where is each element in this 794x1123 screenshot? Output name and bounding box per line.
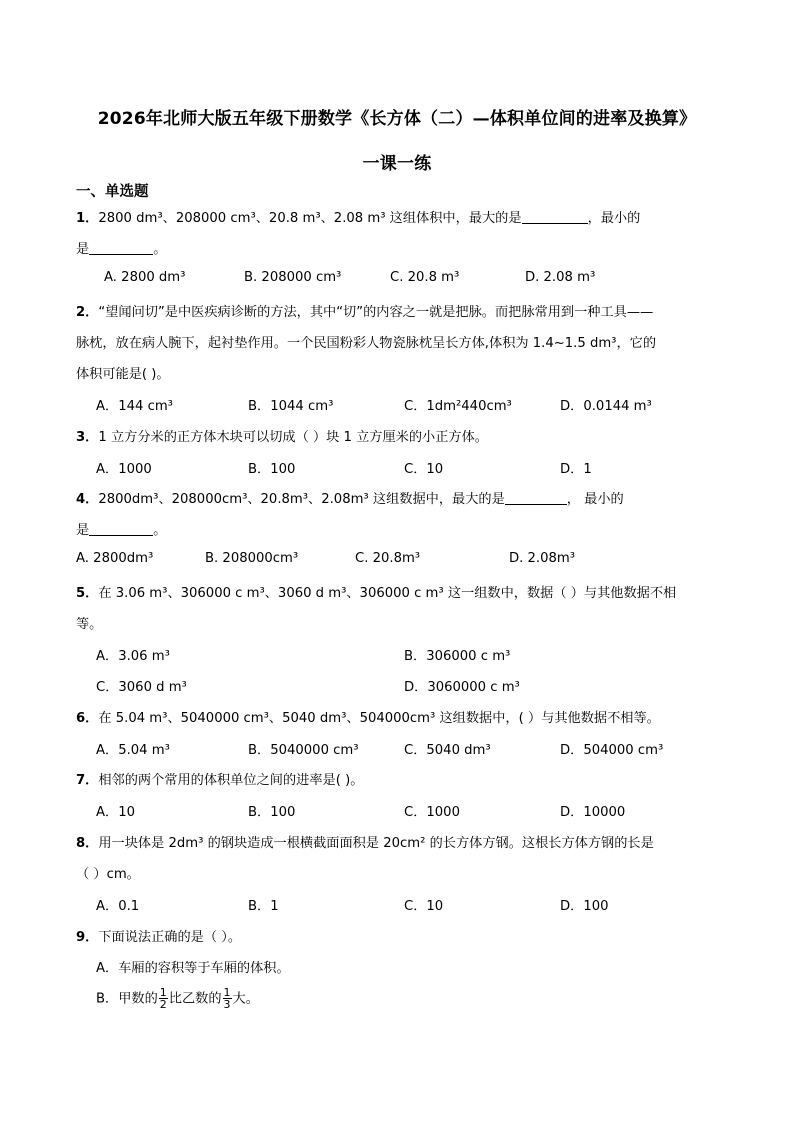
question-1-line2: [76, 238, 166, 257]
option-a: A．144 cm³: [96, 399, 173, 414]
question-text: “望闻问切”是中医疾病诊断的方法，其中“切”的内容之一就是把脉。而把脉常用到一种工具——: [98, 305, 654, 320]
option-d: D．10000: [560, 805, 626, 820]
option-b: B．306000 c m³: [404, 649, 511, 664]
option-c: C. 20.8 m³: [390, 270, 460, 285]
option-d: D．504000 cm³: [560, 743, 664, 758]
question-8: [76, 832, 654, 851]
option-b: B. 208000cm³: [205, 551, 299, 566]
option-c: C．10: [404, 462, 444, 477]
question-text: 相邻的两个常用的体积单位之间的进率是( )。: [98, 773, 364, 788]
answer-blank[interactable]: [505, 491, 567, 505]
option-b: B．1044 cm³: [248, 399, 334, 414]
option-a: A．3.06 m³: [96, 649, 170, 664]
option-b: B．1: [248, 899, 279, 914]
question-3: [76, 426, 488, 445]
fraction: [223, 987, 232, 1010]
question-number: 8．: [76, 836, 99, 851]
question-text: 用一块体是 2dm³ 的钢块造成一根横截面面积是 20cm² 的长方体方钢。这根长方体方钢的长是: [98, 836, 654, 851]
question-text: 在 3.06 m³、306000 c m³、3060 d m³、306000 c m³ 这一组数中，数据（ ）与其他数据不相: [98, 586, 677, 601]
worksheet-title: 2026年北师大版五年级下册数学《长方体（二）—体积单位间的进率及换算》: [97, 109, 697, 129]
option-d: D．0.0144 m³: [560, 399, 652, 414]
option-b: B．100: [248, 462, 296, 477]
question-text: 2800dm³、208000cm³、20.8m³、2.08m³ 这组数据中，最大的是: [98, 492, 505, 507]
question-text: 1 立方分米的正方体木块可以切成（ ）块 1 立方厘米的小正方体。: [98, 430, 488, 445]
option-a: A．10: [96, 805, 135, 820]
section-heading: 一、单选题: [76, 184, 149, 200]
answer-blank[interactable]: [522, 210, 588, 224]
fraction-numerator: 1: [223, 986, 231, 999]
question-number: 1．: [76, 211, 99, 226]
option-b: B．100: [248, 805, 296, 820]
fraction: [159, 987, 168, 1010]
question-9: [76, 926, 241, 945]
question-number: 9．: [76, 930, 99, 945]
question-7: [76, 769, 363, 788]
question-number: 2．: [76, 305, 99, 320]
question-number: 7．: [76, 773, 99, 788]
option-b: B．5040000 cm³: [248, 743, 359, 758]
option-b: B. 208000 cm³: [244, 270, 342, 285]
question-text: ，最小的: [587, 211, 641, 226]
fraction-denominator: 2: [159, 998, 167, 1011]
question-8-line2: （ ）cm。: [76, 867, 140, 882]
option-d: D．3060000 c m³: [404, 680, 520, 695]
option-text: 大。: [232, 991, 259, 1007]
question-text: 在 5.04 m³、5040000 cm³、5040 dm³、504000cm³ 这组数据中，( ）与其他数据不相等。: [98, 711, 660, 726]
question-number: 3．: [76, 430, 99, 445]
answer-blank[interactable]: [89, 241, 153, 255]
question-text: 下面说法正确的是（ ）。: [98, 930, 242, 945]
option-a: A. 2800 dm³: [104, 270, 186, 285]
option-text: B．甲数的: [96, 991, 158, 1007]
option-d: D. 2.08m³: [509, 551, 576, 566]
question-text: 。: [153, 523, 167, 538]
option-b: [96, 987, 259, 1010]
question-text: 是: [76, 523, 90, 538]
option-d: D．1: [560, 462, 592, 477]
question-number: 5．: [76, 586, 99, 601]
question-2: [76, 301, 653, 320]
option-d: D．100: [560, 899, 609, 914]
question-text: 是: [76, 242, 90, 257]
question-2-line3: 体积可能是( )。: [76, 367, 170, 382]
question-number: 4．: [76, 492, 99, 507]
option-c: C．1000: [404, 805, 460, 820]
option-c: C．1dm²440cm³: [404, 399, 512, 414]
question-1: [76, 207, 640, 226]
option-c: C．5040 dm³: [404, 743, 491, 758]
question-5: [76, 582, 676, 601]
option-c: C．3060 d m³: [96, 680, 187, 695]
fraction-denominator: 3: [223, 998, 231, 1011]
answer-blank[interactable]: [89, 522, 153, 536]
worksheet-subtitle: 一课一练: [362, 154, 432, 174]
question-2-line2: 脉枕，放在病人腕下，起衬垫作用。一个民国粉彩人物瓷脉枕呈长方体,体积为 1.4~1.5 dm³，它的: [76, 336, 657, 351]
question-text: ， 最小的: [566, 492, 624, 507]
option-c: C. 20.8m³: [355, 551, 421, 566]
option-text: 比乙数的: [168, 991, 222, 1007]
option-a: A. 2800dm³: [76, 551, 154, 566]
option-a: A．1000: [96, 462, 152, 477]
question-5-line2: 等。: [76, 617, 103, 632]
question-6: [76, 707, 660, 726]
option-d: D. 2.08 m³: [525, 270, 596, 285]
question-4-line2: [76, 519, 166, 538]
question-text: 。: [153, 242, 167, 257]
question-4: [76, 488, 624, 507]
option-a: A．5.04 m³: [96, 743, 170, 758]
question-text: 2800 dm³、208000 cm³、20.8 m³、2.08 m³ 这组体积中，最大的是: [98, 211, 522, 226]
option-a: A．0.1: [96, 899, 140, 914]
option-c: C．10: [404, 899, 444, 914]
option-a: A．车厢的容积等于车厢的体积。: [96, 961, 290, 976]
fraction-numerator: 1: [159, 986, 167, 999]
question-number: 6．: [76, 711, 99, 726]
